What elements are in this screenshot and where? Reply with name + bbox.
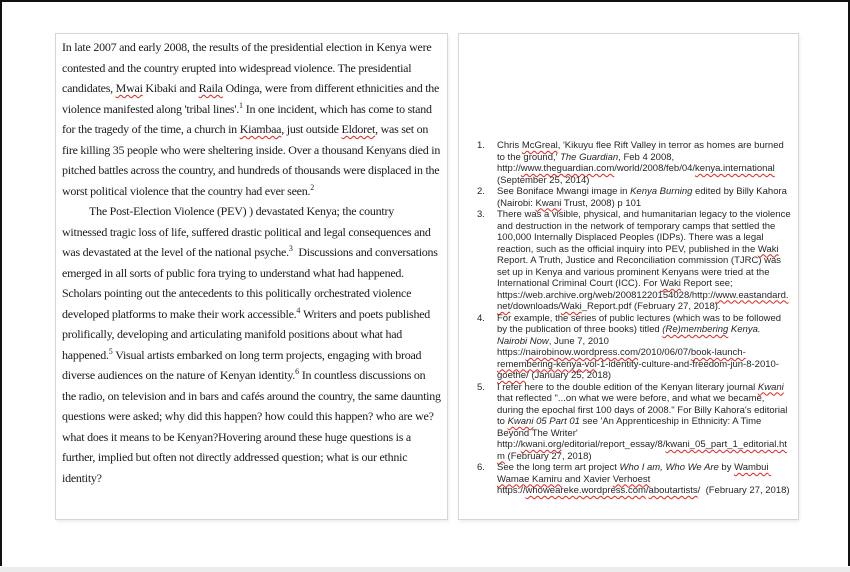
footnote-text [497,462,793,497]
footnote-reference: 1 [239,100,244,110]
misspelled-word: Kiambaa [239,122,282,136]
footnote-item [477,209,793,313]
text-segment: / (February 27, 2018) [697,485,790,496]
text-segment: In countless discussions on the radio, on television and in bars and cafés around the country, the same daunting questions were asked; why did this happen? how could this happen? who are we? what does it means to be Kenyan?Hovering around these huge questions is a further, implied but often not directly addressed question; what is our ethnic identity? [62,368,444,485]
footnote-text [497,209,793,313]
misspelled-word: Kwani [507,416,534,427]
misspelled-word: Waki [757,243,779,255]
text-segment: / [645,485,649,496]
text-segment: , was set on fire killing 35 people who were sheltering inside. Over a thousand Kenyans died in pitched battles across the country, and hundreds of thousands were displaced in the worst political violence that the country had ever seen. [62,122,443,198]
text-segment: Kenya Burning [630,186,693,197]
text-segment: 05 Part 01 [533,416,580,427]
document-page-left[interactable] [55,33,448,520]
text-segment: /editorial/report_essay/8/ [561,439,666,450]
text-segment: Writers and poets published prolifically, developing and articulating manifold positions about what had happened. [62,306,433,362]
misspelled-word: Wambui Wamae Kamiru [497,462,772,485]
misspelled-word: nairobinow.wordpress.com [525,347,638,358]
footnote-text [497,140,793,186]
text-segment: See Boniface Mwangi image in [497,186,631,197]
misspelled-word: kwani_05_part_1_editorial.htm [497,439,787,462]
text-segment: In late 2007 and early 2008, the results of the presidential election in Kenya were contested and the country erupted into widespread violence. The presidential candidates, [62,40,435,95]
text-segment: The Post-Election Violence (PEV) ) devastated Kenya; the country witnessed tragic loss of life, suffered drastic political and legal consequences and was devastated at the level of the national psyche. [62,204,434,259]
misspelled-word: goethe [497,370,527,381]
footnote-item [477,382,793,463]
document-page-right[interactable] [458,33,799,520]
misspelled-word: aboutartists [648,485,698,496]
text-segment: that reflected "...on what we were before, and what we became, during the epochal first 100 days of 2008." For Billy Kahora's editorial to [497,381,790,427]
misspelled-word: Raila [198,81,223,95]
misspelled-word: Eldoret [341,122,376,136]
misspelled-word: Kwani [757,381,784,393]
footnote-number: 2. [477,186,485,197]
text-segment: The Guardian [560,151,619,163]
footnote-item [477,313,793,382]
text-segment: There was a visible, physical, and humanitarian legacy to the violence and destruction in the network of temporary camps that settled the 100,000 Internally Displaced Peoples (IDPs). There was a legal reaction, such as the official inquiry into PEV, published in the [497,209,794,255]
text-segment: Report. A Truth, Justice and Reconciliation commission (TJRC) was set up in Kenya and various prominent Kenyans were tried at the International Criminal Court (ICC). For [497,243,784,289]
text-segment: /world/2008/feb/04/ [614,163,696,174]
footnote-item [477,140,793,186]
text-segment: , just outside [281,122,342,136]
text-segment: Chris [497,140,522,151]
text-segment: Visual artists embarked on long term projects, engaging with broad diverse audiences on the nature of Kenyan identity. [62,347,425,382]
text-segment: , June 7, 2010 https:// [497,335,612,358]
misspelled-word: McGreal [521,140,558,151]
misspelled-word: book-launch-remembering-kenya-vol [497,347,746,370]
text-segment: Odinga, were from different ethnicities and the violence manifested along 'tribal lines'. [62,81,442,116]
bottom-edge-strip [0,567,850,572]
footnote-number: 3. [477,209,485,220]
misspelled-word: (Re)membering [662,324,729,335]
footnote-reference: 2 [310,182,315,192]
misspelled-word: Waki [560,301,582,312]
text-segment: , Feb 4 2008, http:// [497,151,677,174]
misspelled-word: whoweareke.wordpress.com [525,485,646,496]
footnote-number: 5. [477,381,485,393]
body-text [62,37,444,488]
text-segment: (September 25, 2014) [497,163,778,186]
footnote-item [477,462,793,497]
paragraph [62,201,444,488]
text-segment: , 'Kikuyu flee Rift Valley in terror as homes are burned to the ground,' [497,140,787,163]
text-segment: (February 27, 2018) [504,450,592,462]
footnote-number: 6. [477,462,485,473]
misspelled-word: Kwani [535,197,562,209]
text-segment: _Report.pdf (February 27, 2018). [581,301,721,312]
misspelled-word: Mwai [115,81,143,95]
text-segment: See the long term art project [497,462,620,473]
text-segment: see 'An Apprenticeship in Ethnicity: A Time Beyond The Writer' http:// [497,416,764,450]
text-segment: /2010/06/07/ [638,347,691,358]
misspelled-word: www.theguardian.com [520,163,615,174]
footnotes-list [477,140,793,497]
text-segment: Kibaki and [142,81,199,95]
text-segment: For example, the series of public lectures (which was to be followed by the publication of three books) titled [497,312,784,335]
misspelled-word: www.eastandard.net [497,289,789,312]
footnote-text [497,382,793,463]
footnote-number: 1. [477,140,485,151]
misspelled-word: kenya.international [695,163,775,174]
text-segment: Trust, 2008) p 101 [561,197,642,209]
footnote-text [497,186,793,209]
text-segment: and Xavier [562,473,613,485]
text-segment: Who I am, Who We Are [619,462,719,473]
text-segment: I refer here to the double edition of the Kenyan literary journal [497,381,758,393]
text-segment: / (January 25, 2018) [526,370,612,381]
footnote-text [497,313,793,382]
text-segment: /downloads/ [510,301,561,312]
text-segment: Discussions and conversations emerged in all sorts of public fora trying to understand what had happened. Scholars pointing out the antecedents to this politically orchestrated violence developed platforms to make their work accessible. [62,245,441,321]
misspelled-word: Verhoest [612,473,651,485]
misspelled-word: Waki [660,278,681,289]
footnote-reference: 3 [288,244,293,253]
text-segment: Kenya. Nairobi Now [497,324,764,347]
footnote-reference: 6 [295,367,300,376]
footnote-number: 4. [477,312,485,324]
footnote-reference: 4 [296,305,301,315]
text-segment: https:// [497,473,653,496]
footnote-item [477,186,793,209]
misspelled-word: kwani.org [520,439,562,450]
footnote-reference: 5 [108,346,113,356]
text-segment: by [718,462,735,473]
text-segment: -1-identity-culture-and-freedom-jun-8-2010- [596,358,779,370]
text-segment: Report see; https://web.archive.org/web/20081220154028/http:// [497,278,736,301]
text-segment: In one incident, which has come to stand for the tragedy of the time, a church in [62,101,435,136]
paragraph [62,37,441,201]
text-segment: edited by Billy Kahora (Nairobi: [497,186,790,209]
